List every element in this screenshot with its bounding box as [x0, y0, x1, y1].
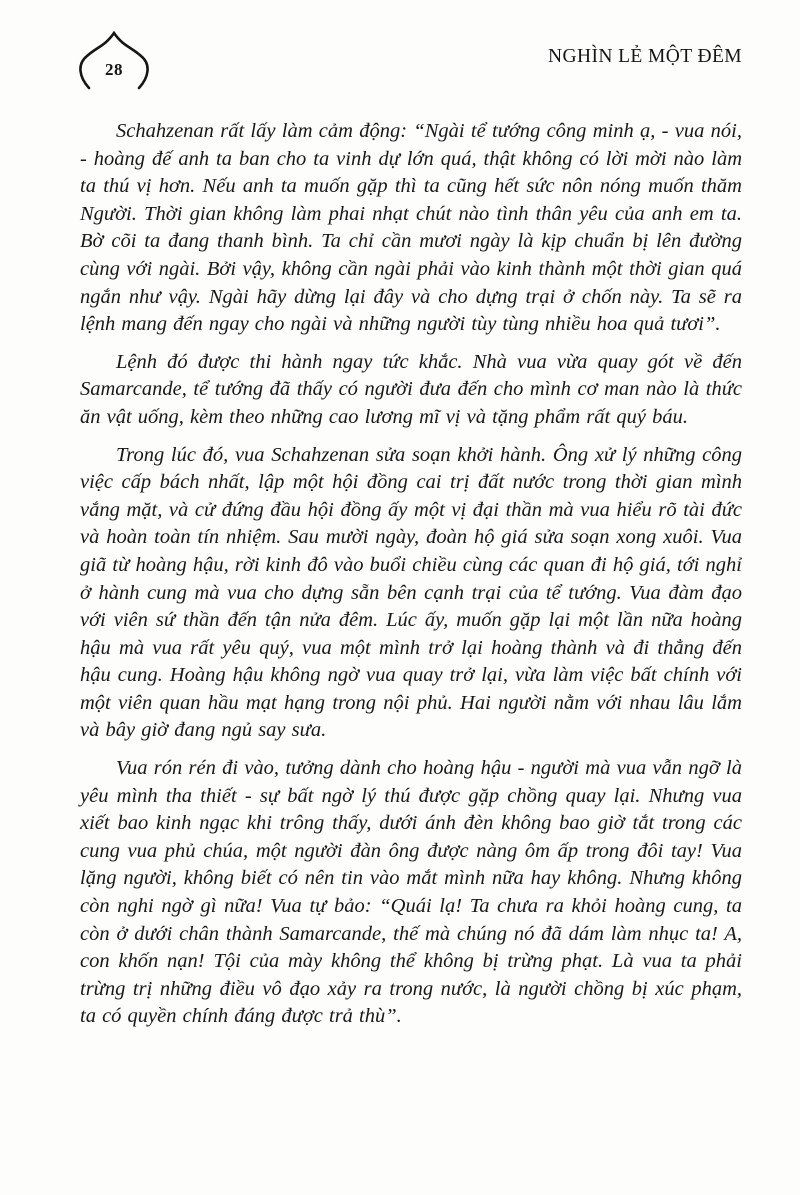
- page-header: [0, 0, 800, 94]
- body-paragraph-4: Vua rón rén đi vào, tưởng dành cho hoàng hậu - người mà vua vẫn ngỡ là yêu mình tha thiết - sự bất ngờ lý thú được gặp chồng quay lại. Nhưng vua xiết bao kinh ngạc khi trông thấy, dưới ánh đèn không bao giờ tắt trong các cung vua phủ chúa, một người đàn ông được nàng ôm ấp trong đôi tay! Vua lặng người, không biết có nên tin vào mắt mình nữa hay không. Nhưng không còn nghi ngờ gì nữa! Vua tự bảo: “Quái lạ! Ta chưa ra khỏi hoàng cung, ta còn ở dưới chân thành Samarcande, thế mà chúng nó đã dám làm nhục ta! A, con khốn nạn! Tội của mày không thể không bị trừng phạt. Là vua ta phải trừng trị những điều vô đạo xảy ra trong nước, là người chồng bị xúc phạm, ta có quyền chính đáng được trả thù”.: [80, 757, 742, 1028]
- page-number-badge: [74, 30, 154, 94]
- body-text: [0, 118, 800, 1031]
- running-title: NGHÌN LẺ MỘT ĐÊM: [548, 46, 742, 67]
- body-paragraph-3: Trong lúc đó, vua Schahzenan sửa soạn khởi hành. Ông xử lý những công việc cấp bách nhất, lập một hội đồng cai trị đất nước trong thời gian mình vắng mặt, và cử đứng đầu hội đồng ấy một vị đại thần mà vua hiểu rõ tài đức và hoàn toàn tín nhiệm. Sau mười ngày, đoàn hộ giá sửa soạn xong xuôi. Vua giã từ hoàng hậu, rời kinh đô vào buổi chiều cùng các quan đi hộ giá, tới nghỉ ở hành cung mà vua cho dựng sẵn bên cạnh trại của tể tướng. Vua đàm đạo với viên sứ thần đến tận nửa đêm. Lúc ấy, muốn gặp lại một lần nữa hoàng hậu mà vua rất yêu quý, vua một mình trở lại hoàng thành và đi thẳng đến hậu cung. Hoàng hậu không ngờ vua quay trở lại, vừa làm việc bất chính với một viên quan hầu mạt hạng trong nội phủ. Hai người nằm với nhau lâu lắm và bây giờ đang ngủ say sưa.: [80, 443, 742, 742]
- body-paragraph-2: Lệnh đó được thi hành ngay tức khắc. Nhà vua vừa quay gót về đến Samarcande, tể tướng đã thấy có người đưa đến cho mình cơ man nào là thức ăn vật uống, kèm theo những cao lương mĩ vị và tặng phẩm rất quý báu.: [80, 350, 742, 428]
- page-number: 28: [105, 60, 123, 79]
- body-paragraph-1: Schahzenan rất lấy làm cảm động: “Ngài tể tướng công minh ạ, - vua nói, - hoàng đế anh ta ban cho ta vinh dự lớn quá, thật không có lời mời nào làm ta thú vị hơn. Nếu anh ta muốn gặp thì ta cũng hết sức nôn nóng muốn thăm Người. Thời gian không làm phai nhạt chút nào tình thân yêu của anh em ta. Bờ cõi ta đang thanh bình. Ta chỉ cần mươi ngày là kịp chuẩn bị lên đường cùng với ngài. Bởi vậy, không cần ngài phải vào kinh thành một thời gian quá ngắn như vậy. Ngài hãy dừng lại đây và cho dựng trại ở chốn này. Ta sẽ ra lệnh mang đến ngay cho ngài và những người tùy tùng nhiều hoa quả tươi”.: [80, 120, 742, 336]
